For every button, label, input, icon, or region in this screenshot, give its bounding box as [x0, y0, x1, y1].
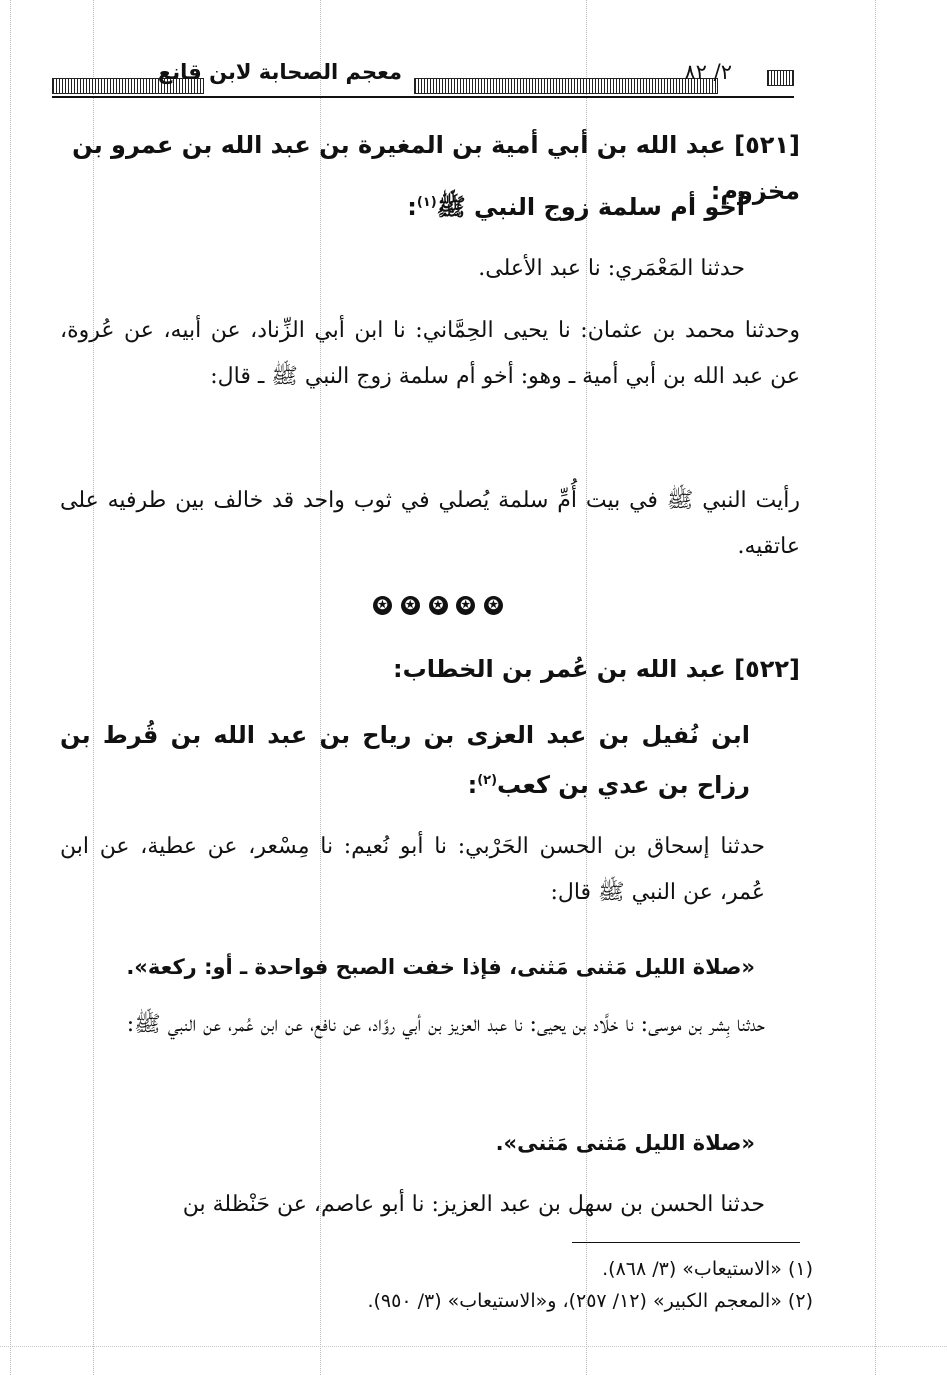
header-ornament-middle — [414, 78, 718, 94]
header-rule — [52, 96, 794, 98]
star-ornament: ✪ — [401, 596, 420, 615]
footnote-ref-2: (٢) — [477, 773, 498, 788]
scan-line — [875, 0, 876, 1375]
footnote-1: (١) «الاستيعاب» (٣/ ٨٦٨). — [602, 1258, 813, 1280]
star-ornament: ✪ — [484, 596, 503, 615]
header-ornament-right — [767, 70, 794, 86]
star-ornament: ✪ — [373, 596, 392, 615]
star-ornament: ✪ — [429, 596, 448, 615]
book-title: معجم الصحابة لابن قانع — [157, 60, 402, 84]
entry-522-para-3: حدثنا الحسن بن سهل بن عبد العزيز: نا أبو عاصم، عن حَنْظلة بن — [182, 1192, 765, 1217]
entry-522-quote-1: «صلاة الليل مَثنى مَثنى، فإذا خفت الصبح فواحدة ـ أو: ركعة». — [126, 955, 755, 979]
scan-line — [10, 0, 11, 1375]
entry-521-subheading — [55, 180, 745, 230]
entry-522-heading: [٥٢٢] عبد الله بن عُمر بن الخطاب: — [393, 655, 800, 683]
footnote-ref-1: (١) — [416, 195, 437, 210]
footnote-rule — [572, 1242, 800, 1243]
scan-line — [0, 1346, 947, 1347]
lineage-text: ابن نُفيل بن عبد العزى بن رياح بن عبد الله بن قُرط بن رزاح بن عدي بن كعب — [60, 721, 750, 799]
running-header — [52, 58, 794, 98]
entry-521-para-3: رأيت النبي ﷺ في بيت أُمِّ سلمة يُصلي في ثوب واحد قد خالف بين طرفيه على عاتقيه. — [60, 488, 800, 559]
entry-521-heading: [٥٢١] عبد الله بن أبي أمية بن المغيرة بن عبد الله بن عمرو بن مخزوم: — [72, 131, 800, 205]
footnote-2: (٢) «المعجم الكبير» (١٢/ ٢٥٧)، و«الاستيعاب» (٣/ ٩٥٠). — [367, 1290, 813, 1312]
entry-521-para-2: وحدثنا محمد بن عثمان: نا يحيى الحِمَّاني: نا ابن أبي الزِّناد، عن أبيه، عن عُروة، عن عبد الله بن أبي أمية ـ وهو: أخو أم سلمة زوج النبي ﷺ ـ قال: — [60, 318, 800, 389]
subheading-text: أخو أم سلمة زوج النبي ﷺ — [436, 193, 745, 221]
subheading-end: : — [407, 193, 417, 221]
entry-522-para-2: حدثنا بِشر بن موسى: نا خلَّاد بن يحيى: نا عبد العزيز بن أبي روَّاد، عن نافع، عن ابن عُمر، عن النبي ﷺ: — [126, 1012, 765, 1037]
entry-522-quote-2: «صلاة الليل مَثنى مَثنى». — [495, 1131, 755, 1155]
section-separator — [373, 596, 503, 615]
entry-522-lineage — [60, 712, 750, 808]
page-reference: ٢/ ٨٢ — [684, 60, 732, 84]
entry-522-para-1: حدثنا إسحاق بن الحسن الحَرْبي: نا أبو نُعيم: نا مِسْعر، عن عطية، عن ابن عُمر، عن النبي ﷺ قال: — [60, 834, 765, 905]
lineage-end: : — [467, 771, 478, 799]
entry-521-para-1: حدثنا المَعْمَري: نا عبد الأعلى. — [478, 256, 745, 281]
star-ornament: ✪ — [456, 596, 475, 615]
